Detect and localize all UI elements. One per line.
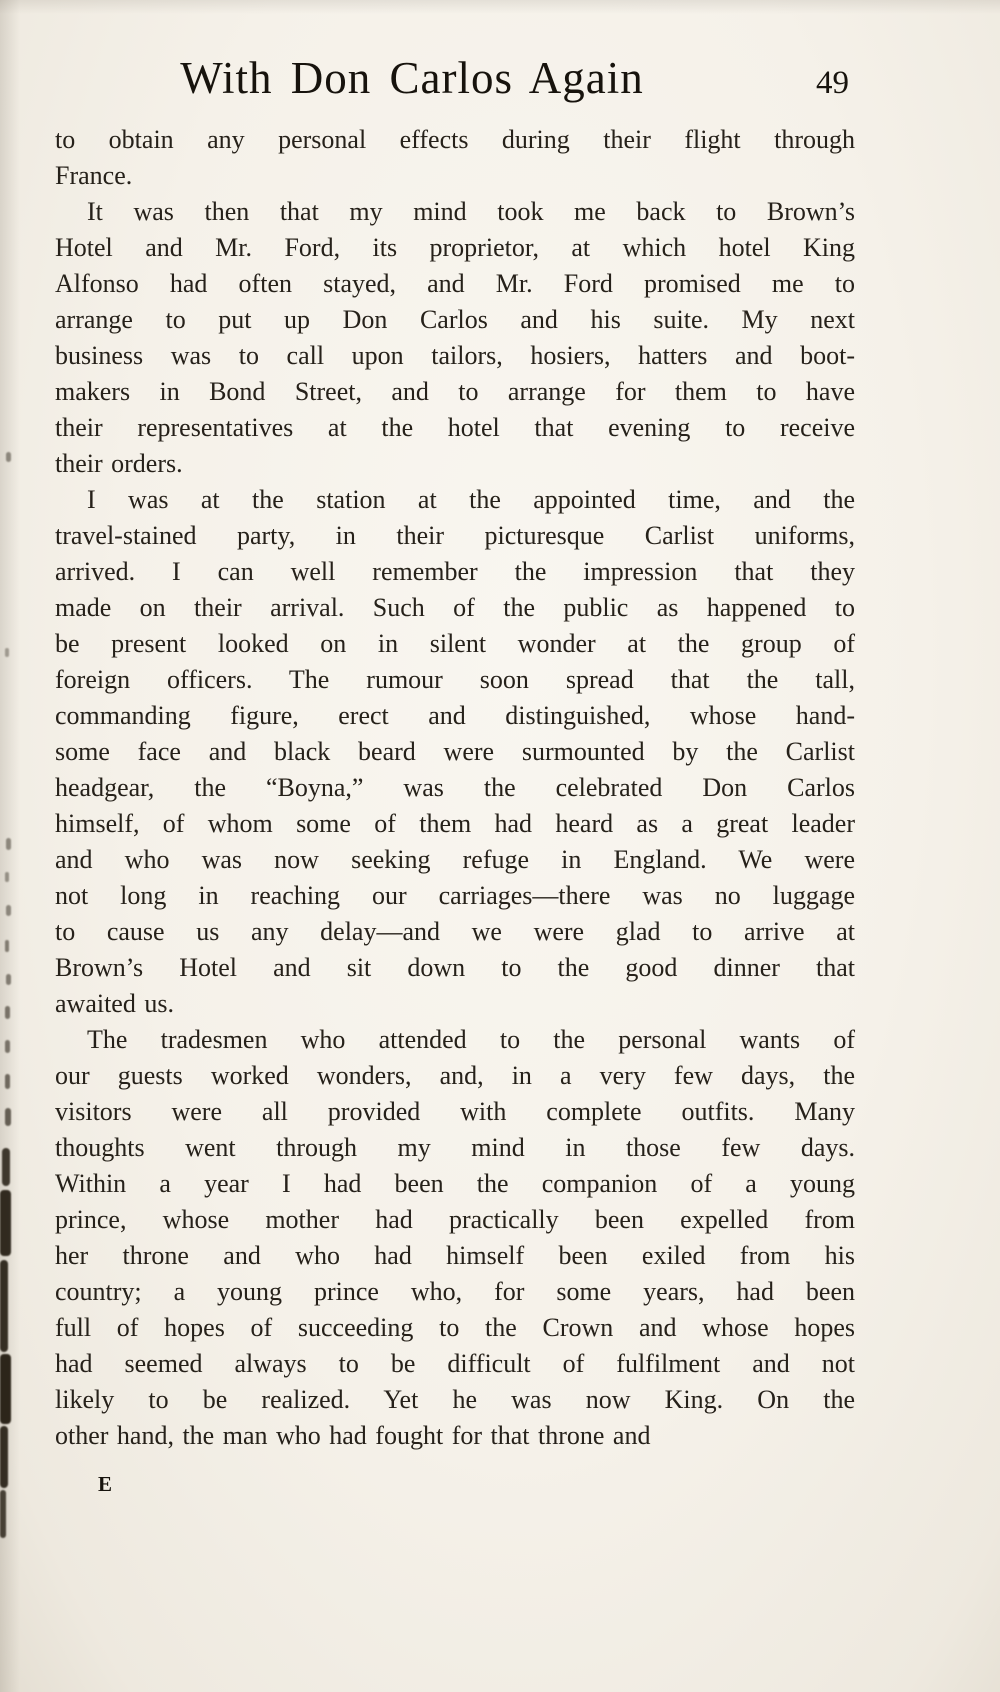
text-line: The tradesmen who attended to the personal wants of [87,1025,855,1054]
binding-artifact [5,872,9,882]
binding-artifact [5,648,9,657]
text-line: not long in reaching our carriages—there was no luggage [55,881,855,910]
text-line: country; a young prince who, for some years, had been [55,1277,855,1306]
text-line: foreign officers. The rumour soon spread that the tall, [55,665,855,694]
text-line: other hand, the man who had fought for that throne and [55,1421,651,1450]
binding-artifact [0,1490,6,1538]
binding-artifact [5,1108,11,1126]
binding-artifact [6,905,11,916]
body-text [55,122,855,1454]
paragraph [55,122,855,194]
text-line: Hotel and Mr. Ford, its proprietor, at which hotel King [55,233,855,262]
text-line: full of hopes of succeeding to the Crown and whose hopes [55,1313,855,1342]
text-line: their representatives at the hotel that evening to receive [55,413,855,442]
signature-mark: E [98,1472,114,1496]
chapter-title: With Don Carlos Again [180,53,644,103]
text-line: thoughts went through my mind in those few days. [55,1133,855,1162]
binding-artifact [6,974,11,985]
binding-artifact [5,940,9,952]
text-line: France. [55,161,133,190]
text-line: himself, of whom some of them had heard as a great leader [55,809,855,838]
paragraph [55,194,855,482]
binding-artifact [5,1006,10,1019]
text-line: business was to call upon tailors, hosiers, hatters and boot- [55,341,855,370]
text-line: awaited us. [55,989,174,1018]
binding-artifact [0,1354,11,1424]
text-line: It was then that my mind took me back to Brown’s [87,197,855,226]
text-line: commanding figure, erect and distinguished, whose hand- [55,701,855,730]
binding-artifact [2,1148,10,1186]
text-line: her throne and who had himself been exiled from his [55,1241,855,1270]
text-line: Brown’s Hotel and sit down to the good dinner that [55,953,855,982]
binding-artifact [5,1074,10,1089]
text-line: made on their arrival. Such of the public as happened to [55,593,855,622]
scan-edge-shading-top [0,0,1000,14]
text-line: their orders. [55,449,183,478]
paragraph [55,482,855,1022]
text-line: likely to be realized. Yet he was now King. On the [55,1385,855,1414]
paragraph [55,1022,855,1454]
text-line: to cause us any delay—and we were glad to arrive at [55,917,855,946]
text-line: arrange to put up Don Carlos and his suite. My next [55,305,855,334]
binding-artifact [6,838,11,850]
text-line: to obtain any personal effects during their flight through [55,125,855,154]
page-number: 49 [816,65,849,101]
text-line: headgear, the “Boyna,” was the celebrated Don Carlos [55,773,855,802]
text-line: I was at the station at the appointed time, and the [87,485,855,514]
binding-artifact [0,1260,8,1352]
text-line: visitors were all provided with complete outfits. Many [55,1097,855,1126]
text-line: prince, whose mother had practically been expelled from [55,1205,855,1234]
text-line: our guests worked wonders, and, in a very few days, the [55,1061,855,1090]
text-line: had seemed always to be difficult of fulfilment and not [55,1349,855,1378]
text-line: Within a year I had been the companion of a young [55,1169,855,1198]
binding-artifact [6,452,11,462]
text-line: Alfonso had often stayed, and Mr. Ford promised me to [55,269,855,298]
text-line: some face and black beard were surmounted by the Carlist [55,737,855,766]
binding-artifact [0,1426,8,1488]
text-line: arrived. I can well remember the impression that they [55,557,855,586]
page-header [55,52,855,104]
binding-artifact [5,1040,10,1053]
text-line: and who was now seeking refuge in England. We were [55,845,855,874]
binding-artifact [0,1190,11,1256]
text-line: travel-stained party, in their picturesque Carlist uniforms, [55,521,855,550]
text-line: be present looked on in silent wonder at the group of [55,629,855,658]
text-line: makers in Bond Street, and to arrange for them to have [55,377,855,406]
